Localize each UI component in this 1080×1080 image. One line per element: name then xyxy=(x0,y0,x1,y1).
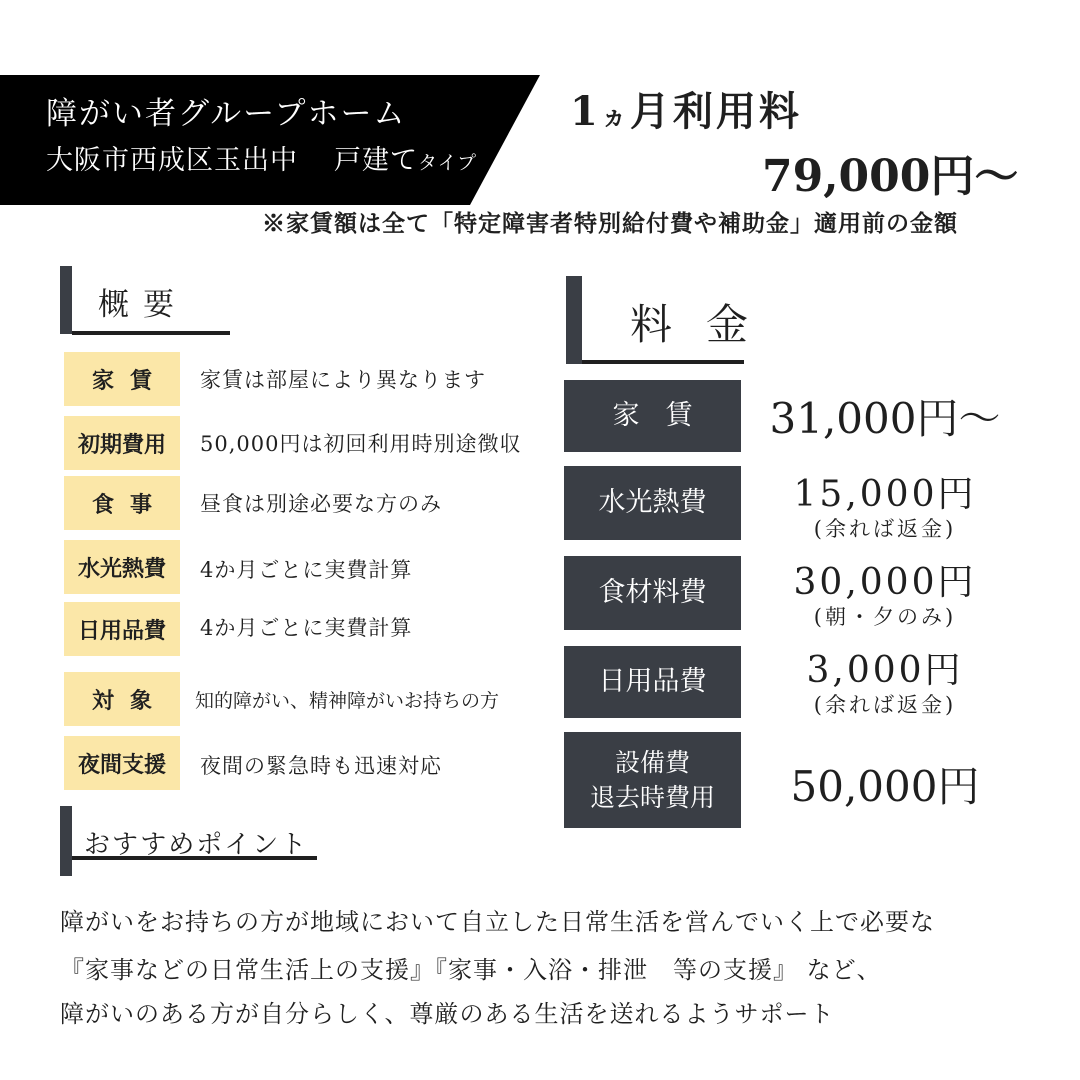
fee-label-daily-goods xyxy=(564,646,741,718)
overview-label-daily-goods: 日用品費 xyxy=(64,602,180,656)
fee-amount-rent xyxy=(740,386,1030,446)
overview-label-utilities: 水光熱費 xyxy=(64,540,180,594)
overview-label-night-support: 夜間支援 xyxy=(64,736,180,790)
fee-label-equipment-line2: 退去時費用 xyxy=(589,783,715,812)
overview-label-initial-cost: 初期費用 xyxy=(64,416,180,470)
fee-amount-rent-value: 31,000円～ xyxy=(769,394,1001,443)
fee-label-food-text: 食材料費 xyxy=(598,577,707,609)
overview-value-rent: 家賃は部屋により異なります xyxy=(200,368,486,392)
fee-label-equipment xyxy=(564,732,741,828)
overview-label-meals: 食事 xyxy=(64,476,180,530)
overview-value-utilities: 4か月ごとに実費計算 xyxy=(200,558,413,582)
recommend-line-2: 『家事などの日常生活上の支援』『家事・入浴・排泄 等の支援』 など、 xyxy=(60,956,882,984)
recommend-title: おすすめポイント xyxy=(84,830,309,860)
fee-label-utilities xyxy=(564,466,741,540)
recommend-line-3: 障がいのある方が自分らしく、尊厳のある生活を送れるようサポート xyxy=(60,1000,835,1028)
fee-label-equipment-line1: 設備費 xyxy=(614,748,690,777)
monthly-fee-label-num: 1 xyxy=(570,88,601,135)
fee-amount-daily-goods xyxy=(740,642,1030,719)
monthly-fee-label xyxy=(570,80,802,137)
fee-title: 料金 xyxy=(630,300,783,349)
banner-location-type: タイプ xyxy=(418,152,478,174)
fee-heading-underline xyxy=(582,360,744,364)
fee-label-food xyxy=(564,556,741,630)
recommend-heading-bar xyxy=(60,806,72,876)
fee-amount-utilities xyxy=(740,466,1030,543)
fee-heading-bar xyxy=(566,276,582,364)
fee-amount-daily-goods-value: 3,000円 xyxy=(806,650,964,691)
overview-label-rent: 家賃 xyxy=(64,352,180,406)
fee-amount-equipment-value: 50,000円 xyxy=(790,762,980,811)
recommend-line-1: 障がいをお持ちの方が地域において自立した日常生活を営んでいく上で必要な xyxy=(60,908,935,936)
fee-amount-food-note: (朝・夕のみ) xyxy=(813,605,957,629)
monthly-fee-value: 79,000円～ xyxy=(762,151,1019,202)
overview-value-daily-goods: 4か月ごとに実費計算 xyxy=(200,616,413,640)
fee-label-rent xyxy=(564,380,741,452)
overview-label-target: 対象 xyxy=(64,672,180,726)
fee-amount-utilities-note: (余れば返金) xyxy=(813,517,957,541)
overview-value-initial-cost: 50,000円は初回利用時別途徴収 xyxy=(200,432,522,456)
monthly-fee-label-ka: ヵ xyxy=(600,102,630,132)
fee-amount-daily-goods-note: (余れば返金) xyxy=(813,693,957,717)
monthly-fee-label-text: 月利用料 xyxy=(629,88,802,135)
banner-location-tail: 戸建て xyxy=(334,145,418,176)
fee-amount-utilities-value: 15,000円 xyxy=(793,474,977,515)
fee-label-utilities-text: 水光熱費 xyxy=(598,487,707,519)
fee-amount-food xyxy=(740,554,1030,631)
overview-value-night-support: 夜間の緊急時も迅速対応 xyxy=(200,754,442,778)
banner-location-main: 大阪市西成区玉出中 xyxy=(46,145,298,176)
overview-value-meals: 昼食は別途必要な方のみ xyxy=(200,492,442,516)
banner-title: 障がい者グループホーム xyxy=(46,96,407,132)
overview-value-target: 知的障がい、精神障がいお持ちの方 xyxy=(195,690,500,712)
fee-label-rent-text: 家賃 xyxy=(612,400,719,432)
overview-heading-underline xyxy=(72,331,230,335)
fee-amount-food-value: 30,000円 xyxy=(793,562,977,603)
overview-heading-bar xyxy=(60,266,72,334)
fee-amount-equipment xyxy=(740,754,1030,814)
overview-title: 概要 xyxy=(98,287,188,323)
fee-note: ※家賃額は全て「特定障害者特別給付費や補助金」適用前の金額 xyxy=(262,210,958,237)
fee-label-daily-goods-text: 日用品費 xyxy=(598,666,707,698)
banner-location xyxy=(46,138,477,177)
